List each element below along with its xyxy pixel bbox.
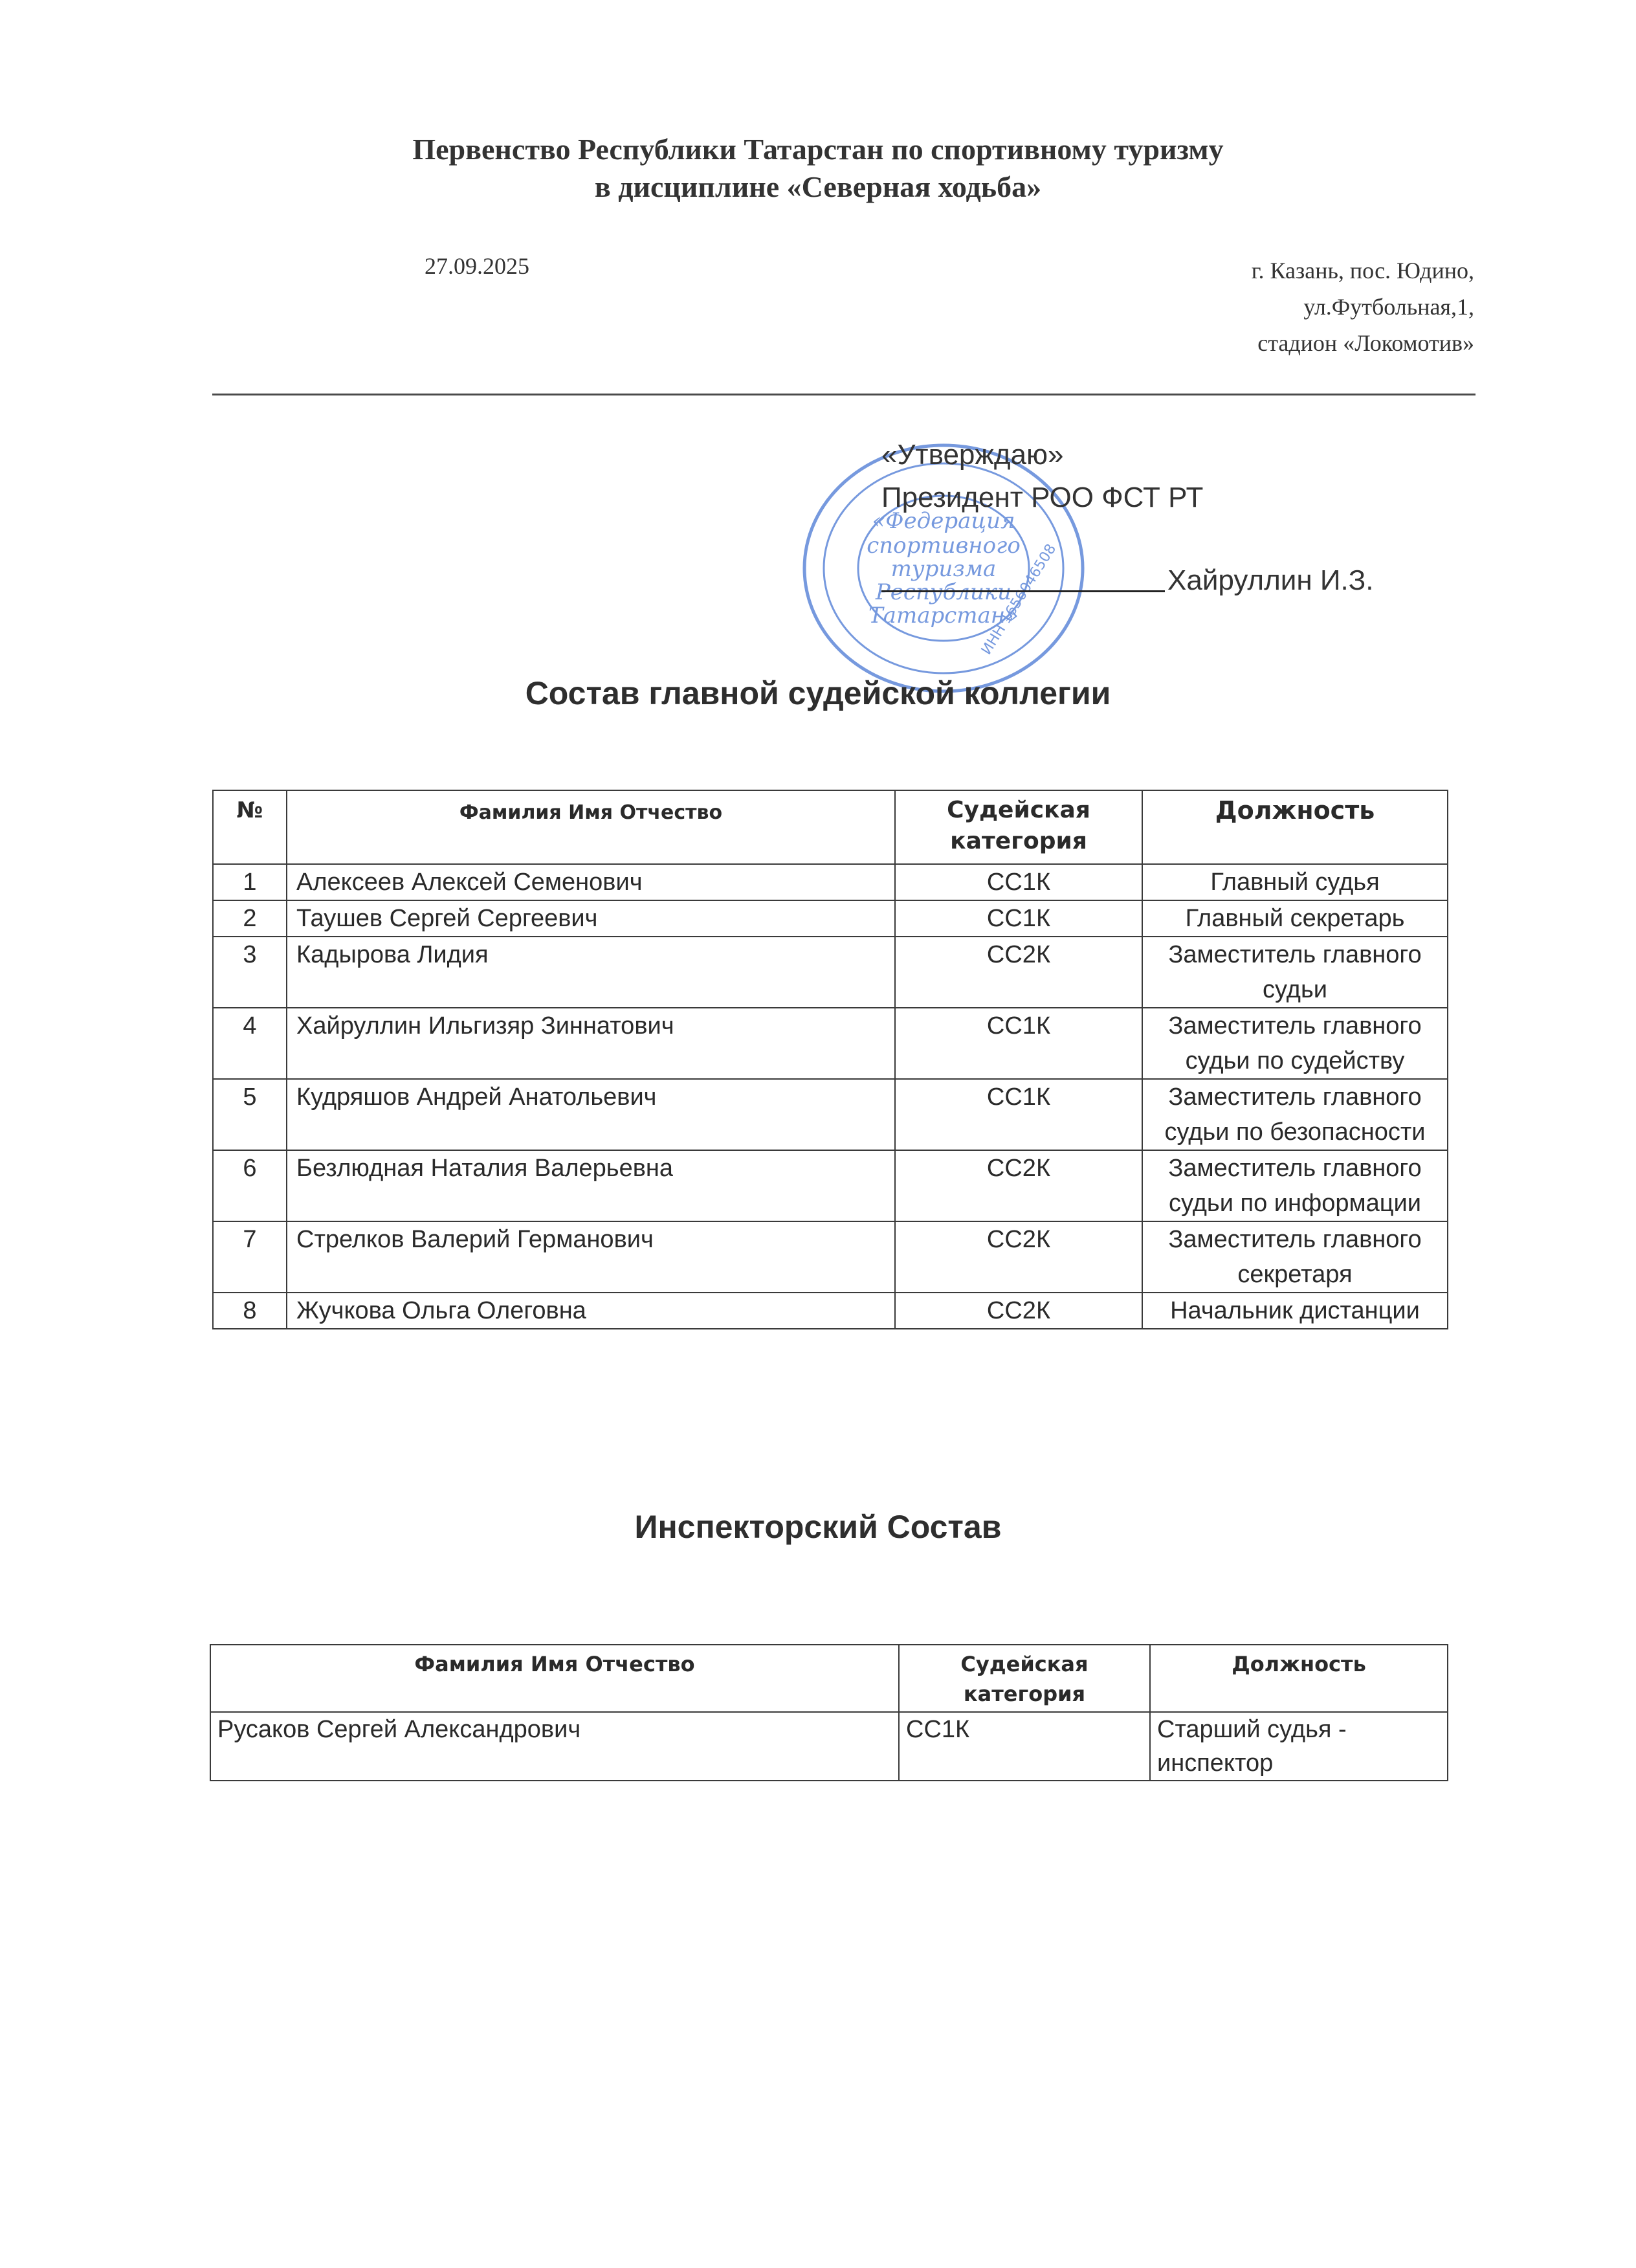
column-header-position: Должность xyxy=(1142,790,1448,864)
cell-fio: Безлюдная Наталия Валерьевна xyxy=(287,1150,895,1221)
cell-category: СС2К xyxy=(895,1221,1142,1293)
column-header-fio: Фамилия Имя Отчество xyxy=(210,1645,899,1712)
cell-category: СС1К xyxy=(895,900,1142,937)
cell-position: Заместитель главного судьи по судейству xyxy=(1142,1008,1448,1079)
cell-category: СС2К xyxy=(895,937,1142,1008)
main-section-heading: Состав главной судейской коллегии xyxy=(525,675,1111,711)
cell-position: Начальник дистанции xyxy=(1142,1293,1448,1329)
cell-fio: Русаков Сергей Александрович xyxy=(210,1712,899,1781)
column-header-category: Судейская категория xyxy=(895,790,1142,864)
stamp-text-4: Республики xyxy=(875,579,1012,605)
cell-fio: Хайруллин Ильгизяр Зиннатович xyxy=(287,1008,895,1079)
table-row xyxy=(213,864,1448,900)
cell-category: СС1К xyxy=(895,1079,1142,1150)
table-row xyxy=(213,1079,1448,1150)
table-header-row xyxy=(213,790,1448,864)
cell-num: 1 xyxy=(213,864,287,900)
cell-num: 3 xyxy=(213,937,287,1008)
cell-position: Заместитель главного судьи по информации xyxy=(1142,1150,1448,1221)
title-line-2: в дисциплине «Северная ходьба» xyxy=(594,170,1042,203)
cell-num: 4 xyxy=(213,1008,287,1079)
table-row xyxy=(213,1150,1448,1221)
cell-position: Заместитель главного секретаря xyxy=(1142,1221,1448,1293)
cell-fio: Стрелков Валерий Германович xyxy=(287,1221,895,1293)
cell-category: СС1К xyxy=(895,864,1142,900)
table-header-row xyxy=(210,1645,1448,1712)
cell-position: Главный секретарь xyxy=(1142,900,1448,937)
column-header-fio: Фамилия Имя Отчество xyxy=(287,790,895,864)
column-header-position: Должность xyxy=(1150,1645,1448,1712)
cell-category: СС1К xyxy=(899,1712,1150,1781)
stamp-text-2: спортивного xyxy=(867,533,1021,559)
stamp-text-5: Татарстан» xyxy=(868,603,1019,628)
table-row xyxy=(213,1008,1448,1079)
table-row xyxy=(213,1293,1448,1329)
title-line-1: Первенство Республики Татарстан по спортивному туризму xyxy=(412,133,1224,166)
cell-fio: Жучкова Ольга Олеговна xyxy=(287,1293,895,1329)
inspectors-table xyxy=(210,1644,1448,1781)
judges-table xyxy=(212,790,1448,1329)
cell-category: СС2К xyxy=(895,1293,1142,1329)
cell-num: 7 xyxy=(213,1221,287,1293)
document-title xyxy=(0,131,1636,206)
cell-num: 8 xyxy=(213,1293,287,1329)
place-line-2: ул.Футбольная,1, xyxy=(1303,294,1474,320)
table-row xyxy=(213,937,1448,1008)
cell-num: 5 xyxy=(213,1079,287,1150)
cell-category: СС2К xyxy=(895,1150,1142,1221)
event-place xyxy=(1252,252,1474,361)
cell-fio: Кадырова Лидия xyxy=(287,937,895,1008)
table-row xyxy=(213,1221,1448,1293)
cell-position: Заместитель главного судьи xyxy=(1142,937,1448,1008)
approval-name: Хайруллин И.З. xyxy=(1167,564,1374,596)
place-line-3: стадион «Локомотив» xyxy=(1257,330,1474,356)
cell-position: Заместитель главного судьи по безопасности xyxy=(1142,1079,1448,1150)
table-row xyxy=(210,1712,1448,1781)
column-header-category: Судейская категория xyxy=(899,1645,1150,1712)
cell-num: 2 xyxy=(213,900,287,937)
signature-line xyxy=(881,590,1165,592)
stamp-inn: ИНН 1656046508 xyxy=(978,541,1060,658)
organization-stamp xyxy=(788,432,1099,704)
column-header-num: № xyxy=(213,790,287,864)
cell-position: Старший судья - инспектор xyxy=(1150,1712,1448,1781)
stamp-text-3: туризма xyxy=(890,556,997,582)
cell-category: СС1К xyxy=(895,1008,1142,1079)
header-divider xyxy=(212,394,1476,395)
place-line-1: г. Казань, пос. Юдино, xyxy=(1251,258,1474,284)
inspector-section-heading: Инспекторский Состав xyxy=(634,1509,1002,1545)
cell-num: 6 xyxy=(213,1150,287,1221)
table-row xyxy=(213,900,1448,937)
stamp-text-1: «Федерация xyxy=(872,508,1015,534)
cell-fio: Кудряшов Андрей Анатольевич xyxy=(287,1079,895,1150)
cell-position: Главный судья xyxy=(1142,864,1448,900)
cell-fio: Алексеев Алексей Семенович xyxy=(287,864,895,900)
approval-position: Президент РОО ФСТ РТ xyxy=(881,482,1204,513)
event-date: 27.09.2025 xyxy=(425,253,529,279)
approval-caption: «Утверждаю» xyxy=(881,439,1064,471)
cell-fio: Таушев Сергей Сергеевич xyxy=(287,900,895,937)
